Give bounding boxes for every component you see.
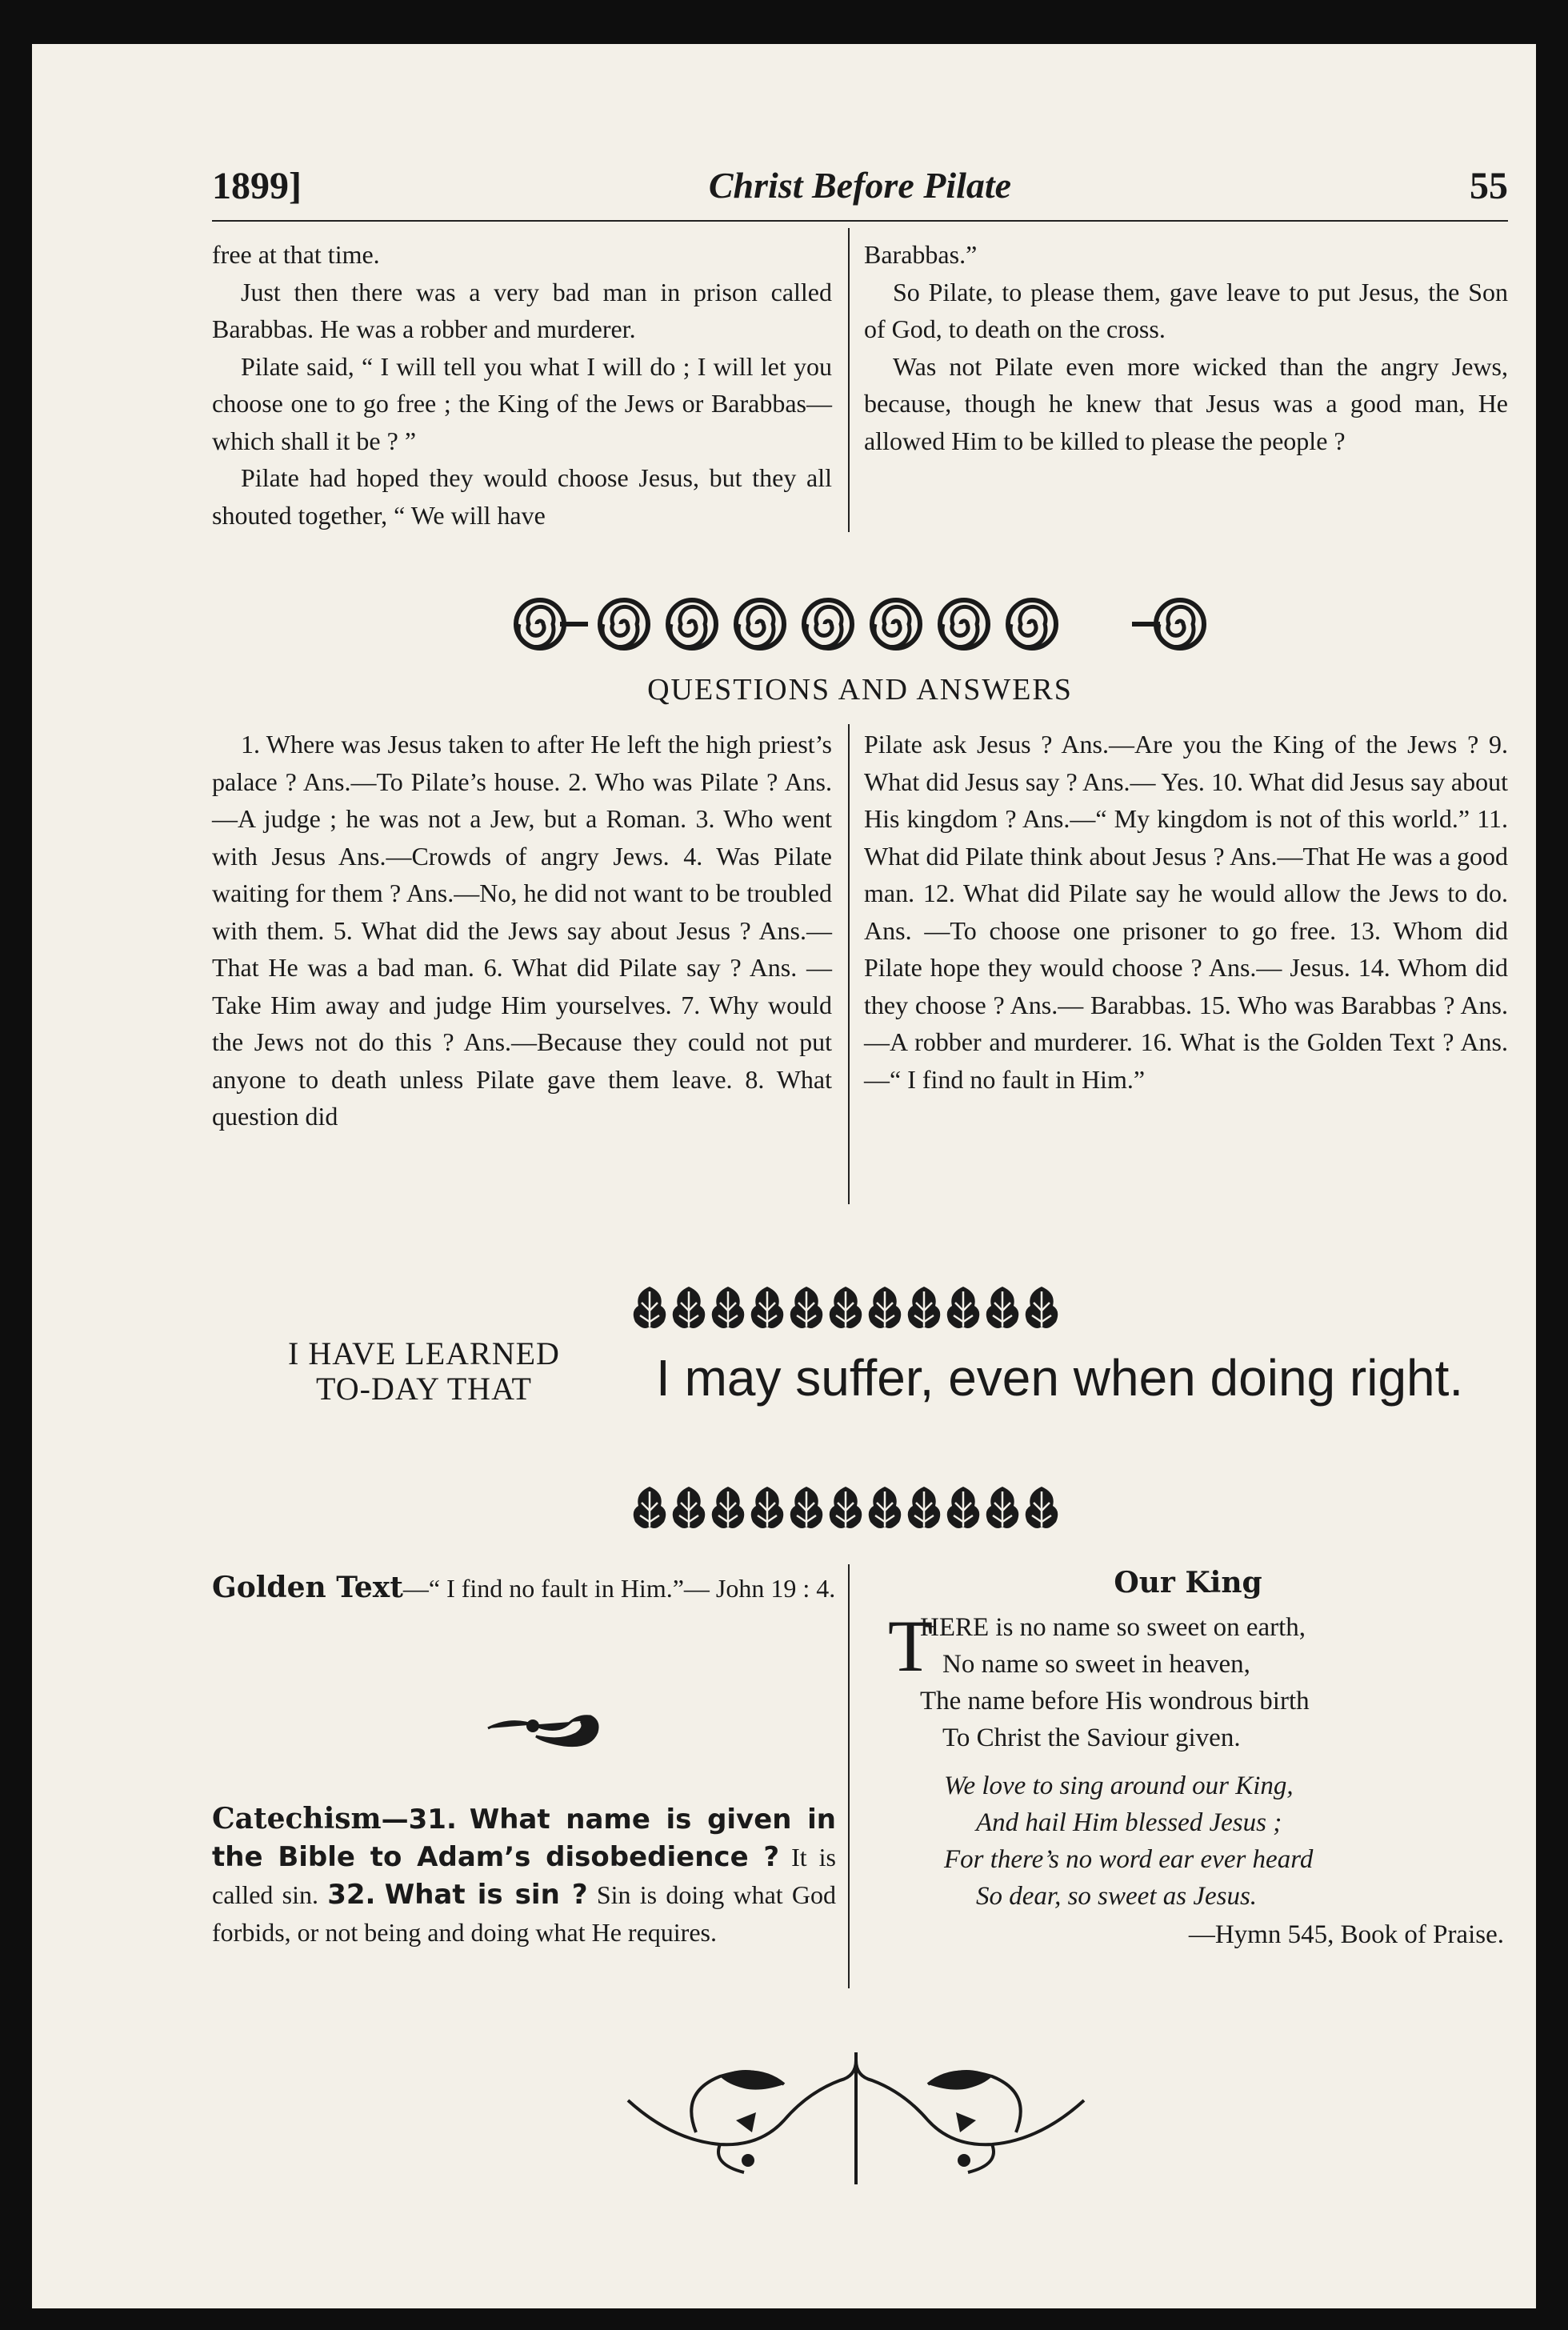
poem-line: For there’s no word ear ever heard	[944, 1845, 1314, 1874]
leaf-motif	[634, 1287, 666, 1328]
catechism	[212, 1800, 836, 1952]
story-paragraph: Was not Pilate even more wicked than the angry Jews, because, though he knew that Jesus was a good man, He allowed Him to be killed to please the people ?	[864, 351, 1508, 455]
column-divider	[848, 1564, 850, 1988]
poem-line: The name before His wondrous birth	[920, 1687, 1310, 1715]
leaf-motif	[673, 1287, 706, 1328]
story-paragraph: Pilate said, “ I will tell you what I will do ; I will let you choose one to go free ; the King of the Jews or Barabbas—which shall it be ? ”	[212, 351, 832, 455]
poem-line: HERE is no name so sweet on earth,	[920, 1613, 1306, 1642]
catechism-a32: Sin is doing what God forbids, or not being and doing what He requires.	[212, 1880, 837, 1947]
leaf-motif	[712, 1287, 745, 1328]
story-paragraph: So Pilate, to please them, gave leave to put Jesus, the Son of God, to death on the cross.	[864, 277, 1508, 343]
scroll-ornament	[624, 2044, 1088, 2188]
learned-label-line: TO-DAY THAT	[316, 1371, 532, 1407]
leaf-motif	[869, 1487, 902, 1528]
learned-label	[248, 1336, 600, 1407]
spiral-curl	[942, 607, 978, 647]
catechism-a31: It is called sin.	[212, 1843, 837, 1909]
spiral-curl	[670, 607, 706, 647]
spiral-curl	[1158, 607, 1194, 647]
story-right-column	[864, 236, 1508, 459]
leaf-motif	[830, 1287, 862, 1328]
catechism-q31-number: —31.	[381, 1804, 457, 1836]
story-left-column	[212, 236, 832, 534]
catechism-q31: What name is given in the Bible to Adam’s disobedience ?	[212, 1804, 836, 1873]
catechism-q32-number: 32.	[327, 1879, 376, 1911]
spiral-curl	[602, 607, 638, 647]
leaf-motif	[751, 1487, 784, 1528]
spiral-curl	[806, 607, 842, 647]
leaf-ornament-bottom	[624, 1480, 1072, 1536]
qa-title: QUESTIONS AND ANSWERS	[647, 673, 1073, 707]
story-paragraph: Just then there was a very bad man in prison called Barabbas. He was a robber and murderer.	[212, 277, 832, 343]
leaf-motif	[751, 1287, 784, 1328]
header-title: Christ Before Pilate	[708, 165, 1012, 206]
spiral-curl	[738, 607, 774, 647]
qa-left-column	[212, 726, 832, 1135]
leaf-motif	[1026, 1487, 1058, 1528]
running-header	[212, 164, 1508, 222]
leaf-motif	[947, 1487, 980, 1528]
poem-line: To Christ the Saviour given.	[942, 1723, 1241, 1752]
story-paragraph: Barabbas.”	[864, 240, 978, 269]
golden-text	[212, 1568, 836, 1607]
spiral-curl	[874, 607, 910, 647]
poem-title: Our King	[1114, 1566, 1262, 1599]
poem-line: And hail Him blessed Jesus ;	[976, 1808, 1282, 1837]
column-divider	[848, 724, 850, 1204]
story-paragraph: Pilate had hoped they would choose Jesus, but they all shouted together, “ We will have	[212, 463, 832, 530]
qa-text: Pilate ask Jesus ? Ans.—Are you the King of the Jews ? 9. What did Jesus say ? Ans.— Yes. 10. What did Jesus say about His kingdom ? Ans.—“ My kingdom is not of this world.” 11. What did Pilate think about Jesus ? Ans.—That He was a good man. 12. What did Pilate say he would allow the Jews to do. Ans. —To choose one prisoner to go free. 13. Whom did Pilate hope they would choose ? Ans.— Jesus. 14. Whom did they choose ? Ans.— Barabbas. 15. Who was Barabbas ? Ans.—A robber and murderer. 16. What is the Golden Text ? Ans.—“ I find no fault in Him.”	[864, 730, 1508, 1094]
leaf-motif	[673, 1487, 706, 1528]
qa-text: 1. Where was Jesus taken to after He left the high priest’s palace ? Ans.—To Pilate’s house. 2. Who was Pilate ? Ans.—A judge ; he was not a Jew, but a Roman. 3. Who went with Jesus Ans.—Crowds of angry Jews. 4. Was Pilate waiting for them ? Ans.—No, he did not want to be troubled with them. 5. What did the Jews say about Jesus ? Ans.—That He was a bad man. 6. What did Pilate say ? Ans. — Take Him away and judge Him yourselves. 7. Why would the Jews not do this ? Ans.—Because they could not put anyone to death unless Pilate gave them leave. 8. What question did	[212, 730, 832, 1131]
swash-ornament	[480, 1692, 608, 1756]
poem-attribution: —Hymn 545, Book of Praise.	[1188, 1920, 1504, 1949]
leaf-motif	[986, 1487, 1019, 1528]
leaf-motif	[908, 1287, 941, 1328]
leaf-motif	[947, 1287, 980, 1328]
poem-line: No name so sweet in heaven,	[942, 1650, 1250, 1679]
poem-stanza-2	[864, 1768, 1504, 1915]
header-year: 1899]	[212, 165, 302, 207]
leaf-motif	[869, 1287, 902, 1328]
leaf-motif	[790, 1287, 823, 1328]
poem-drop-cap: T	[888, 1605, 934, 1687]
leaf-ornament-top	[624, 1280, 1072, 1336]
qa-right-column	[864, 726, 1508, 1098]
catechism-label: Catechism	[212, 1802, 382, 1836]
leaf-motif	[908, 1487, 941, 1528]
catechism-q32: What is sin ?	[384, 1879, 588, 1911]
leaf-motif	[986, 1287, 1019, 1328]
spiral-curl	[1010, 607, 1046, 647]
learned-label-line: I HAVE LEARNED	[288, 1335, 560, 1371]
spiral-ornament	[512, 588, 1208, 660]
golden-text-body: —“ I find no fault in Him.”— John 19 : 4.	[402, 1574, 836, 1603]
poem-stanza-1	[864, 1605, 1504, 1756]
golden-text-label: Golden Text	[212, 1571, 403, 1604]
leaf-motif	[830, 1487, 862, 1528]
page	[32, 44, 1536, 2308]
story-paragraph: free at that time.	[212, 240, 380, 269]
poem-line: We love to sing around our King,	[944, 1772, 1294, 1800]
page-number: 55	[1470, 165, 1508, 207]
column-divider	[848, 228, 850, 532]
poem	[864, 1564, 1504, 1953]
learned-text: I may suffer, even when doing right.	[656, 1349, 1464, 1407]
leaf-motif	[1026, 1287, 1058, 1328]
leaf-motif	[712, 1487, 745, 1528]
spiral-curl	[518, 607, 554, 647]
poem-line: So dear, so sweet as Jesus.	[976, 1882, 1258, 1911]
leaf-motif	[634, 1487, 666, 1528]
leaf-motif	[790, 1487, 823, 1528]
